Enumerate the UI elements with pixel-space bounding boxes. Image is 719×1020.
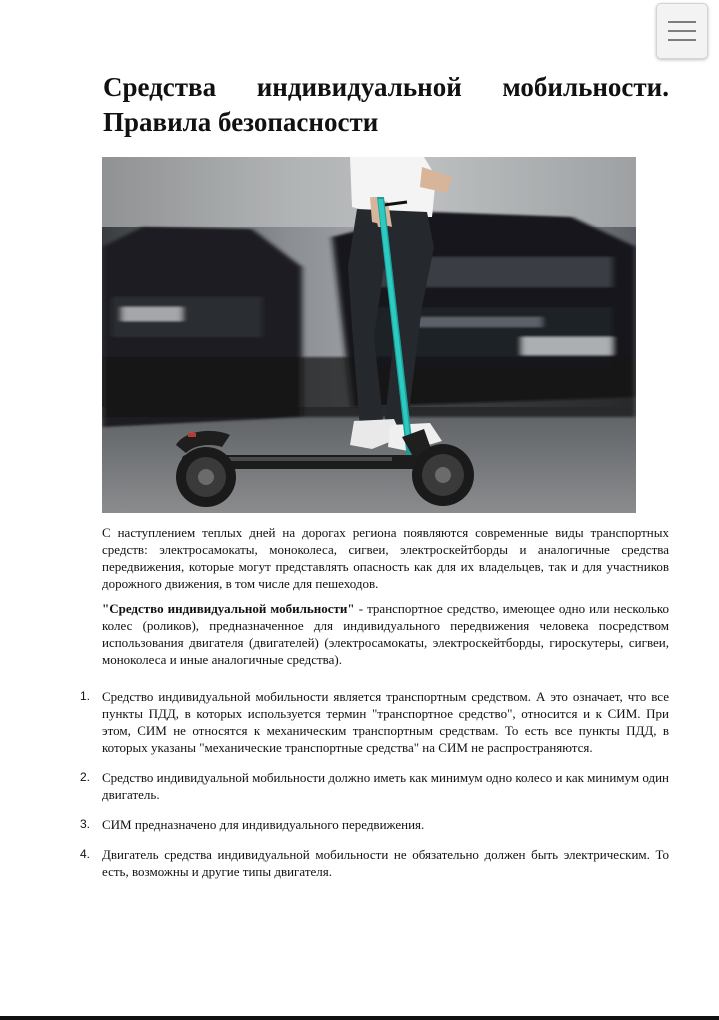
bottom-divider	[0, 1016, 719, 1020]
hamburger-menu-icon-bar	[668, 30, 696, 32]
definition-paragraph	[102, 600, 669, 668]
definition-term: "Средство индивидуальной мобильности"	[102, 601, 355, 616]
list-item-text: Двигатель средства индивидуальной мобильности не обязательно должен быть электрическим. То есть, возможны и другие типы двигателя.	[102, 847, 669, 879]
list-item	[80, 846, 669, 880]
hamburger-menu-icon	[668, 21, 696, 23]
list-item-number: 2.	[80, 770, 91, 784]
list-item	[80, 816, 669, 833]
menu-button[interactable]	[656, 3, 708, 59]
list-item	[80, 769, 669, 803]
list-item-text: Средство индивидуальной мобильности является транспортным средством. А это означает, что все пункты ПДД, в которых используется термин "транспортное средство", относится и к СИМ. При этом, СИМ не относятся к механическим транспортным средствам. То есть все пункты ПДД, в которых указаны "механические транспортные средства" на СИМ не распространяются.	[102, 689, 669, 755]
article-body	[80, 524, 669, 893]
list-item	[80, 688, 669, 756]
rules-list	[80, 688, 669, 880]
list-item-number: 3.	[80, 817, 91, 831]
list-item-text: Средство индивидуальной мобильности должно иметь как минимум одно колесо и как минимум один двигатель.	[102, 770, 669, 802]
definition-text: - транспортное средство, имеющее одно или несколько колес (роликов), предназначенное для индивидуального передвижения человека посредством использования двигателя (двигателей) (электросамокаты, электроскейтборды, гироскутеры, сигвеи, моноколеса и иные аналогичные средства).	[102, 601, 669, 667]
list-item-text: СИМ предназначено для индивидуального передвижения.	[102, 817, 425, 832]
scooter-rider-photo	[102, 157, 636, 513]
intro-paragraph: С наступлением теплых дней на дорогах региона появляются современные виды транспортных средств: электросамокаты, моноколеса, сигвеи, электроскейтборды и аналогичные средства передвижения, которые могут представлять опасность как для их владельцев, так и для участников дорожного движения, в том числе для пешеходов.	[102, 525, 669, 591]
page-title: Средства индивидуальной мобильности. Правила безопасности	[103, 72, 669, 137]
list-item-number: 1.	[80, 689, 91, 703]
list-item-number: 4.	[80, 847, 91, 861]
hamburger-menu-icon-bar	[668, 39, 696, 41]
